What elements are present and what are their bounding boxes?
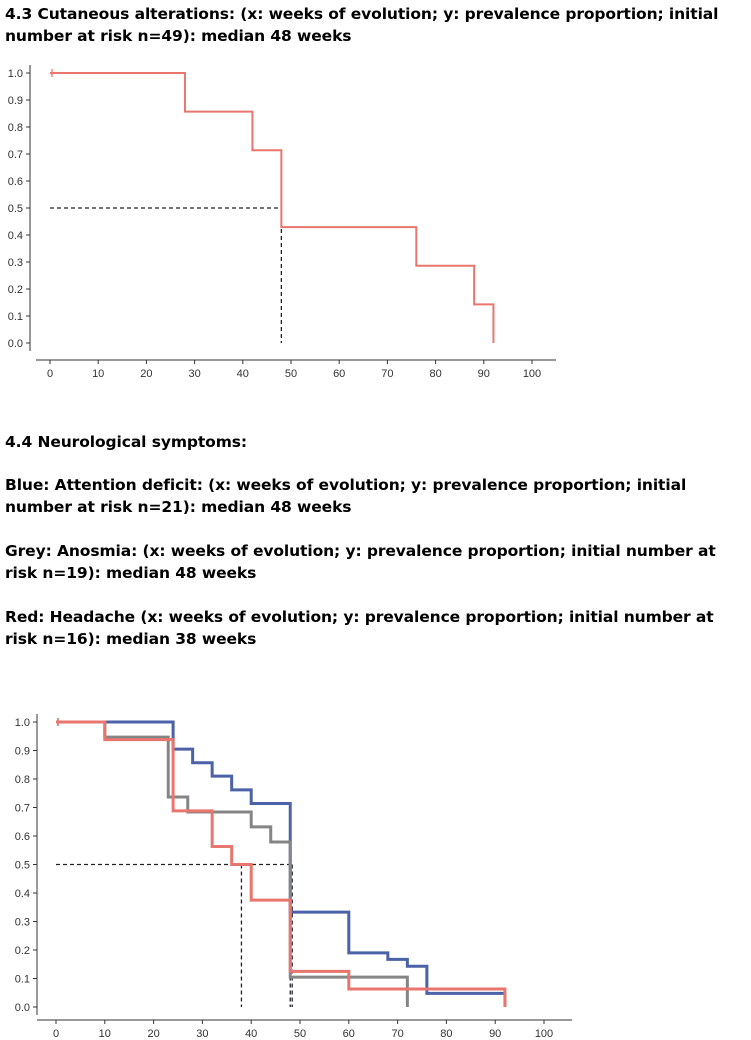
c2-y-tick-label: 0.4 [14, 888, 30, 900]
c2-y-tick-label: 0.2 [14, 945, 30, 957]
c1-x-tick-label: 90 [477, 368, 490, 380]
c2-x-tick-label: 70 [391, 1028, 404, 1040]
chart-neurological [0, 695, 751, 1040]
c2-y-tick-label: 0.5 [14, 859, 30, 872]
c2-x-tick-label: 40 [245, 1028, 258, 1040]
c1-y-tick-label: 0.7 [7, 149, 23, 161]
c1-x-tick-label: 50 [284, 368, 298, 380]
c1-x-tick-label: 20 [140, 368, 153, 380]
c1-y-tick-label: 0.6 [7, 176, 23, 188]
c2-x-tick-label: 30 [196, 1028, 209, 1040]
c1-x-tick-label: 30 [188, 368, 201, 380]
c2-y-tick-label: 0.9 [14, 745, 30, 758]
c2-y-tick-label: 0.3 [14, 916, 30, 929]
c2-y-tick-label: 0.7 [14, 802, 30, 815]
heading-neurological: 4.4 Neurological symptoms: [5, 433, 248, 451]
c2-x-tick-label: 10 [98, 1028, 111, 1040]
c2-x-tick-label: 90 [489, 1028, 502, 1040]
c1-x-tick-label: 80 [429, 368, 442, 380]
c1-x-tick-label: 70 [381, 368, 394, 380]
c1-x-tick-label: 60 [333, 368, 346, 380]
c1-y-tick-label: 0.3 [7, 257, 23, 269]
c2-x-tick-label: 20 [147, 1028, 160, 1040]
c1-y-tick-label: 0.0 [7, 338, 23, 350]
caption-cutaneous: 4.3 Cutaneous alterations: (x: weeks of evolution; y: prevalence proportion; initial number at risk n=49): median 48 weeks [5, 5, 719, 45]
c2-x-tick-label: 100 [534, 1028, 554, 1040]
c1-y-tick-label: 0.4 [7, 230, 23, 242]
c1-y-tick-label: 0.5 [7, 203, 23, 215]
c1-x-tick-label: 100 [522, 368, 542, 380]
c1-y-tick-label: 0.2 [7, 284, 23, 296]
c2-y-tick-label: 1.0 [14, 717, 30, 729]
c2-y-tick-label: 0.0 [14, 1002, 30, 1014]
caption-grey-anosmia: Grey: Anosmia: (x: weeks of evolution; y: prevalence proportion; initial number at risk n=19): median 48 weeks [5, 542, 716, 582]
caption-red-headache: Red: Headache (x: weeks of evolution; y: prevalence proportion; initial number at risk n=16): median 38 weeks [5, 608, 714, 648]
c2-x-tick-label: 80 [440, 1028, 453, 1040]
c1-x-tick-label: 0 [46, 368, 54, 380]
c2-x-tick-label: 50 [293, 1028, 307, 1040]
c1-y-tick-label: 0.1 [7, 311, 23, 323]
c2-x-tick-label: 0 [52, 1028, 60, 1040]
c2-y-tick-label: 0.1 [14, 973, 30, 986]
c2-y-tick-label: 0.8 [14, 774, 30, 786]
c2-x-tick-label: 60 [342, 1028, 355, 1040]
caption-blue-attention: Blue: Attention deficit: (x: weeks of evolution; y: prevalence proportion; initial number at risk n=21): median 48 weeks [5, 476, 687, 516]
c1-y-tick-label: 0.8 [7, 122, 23, 134]
c1-y-tick-label: 1.0 [7, 68, 23, 80]
chart-cutaneous [0, 60, 751, 380]
c1-x-tick-label: 10 [92, 368, 105, 380]
c1-x-tick-label: 40 [236, 368, 249, 380]
c2-y-tick-label: 0.6 [14, 831, 30, 843]
c1-y-tick-label: 0.9 [7, 95, 23, 107]
